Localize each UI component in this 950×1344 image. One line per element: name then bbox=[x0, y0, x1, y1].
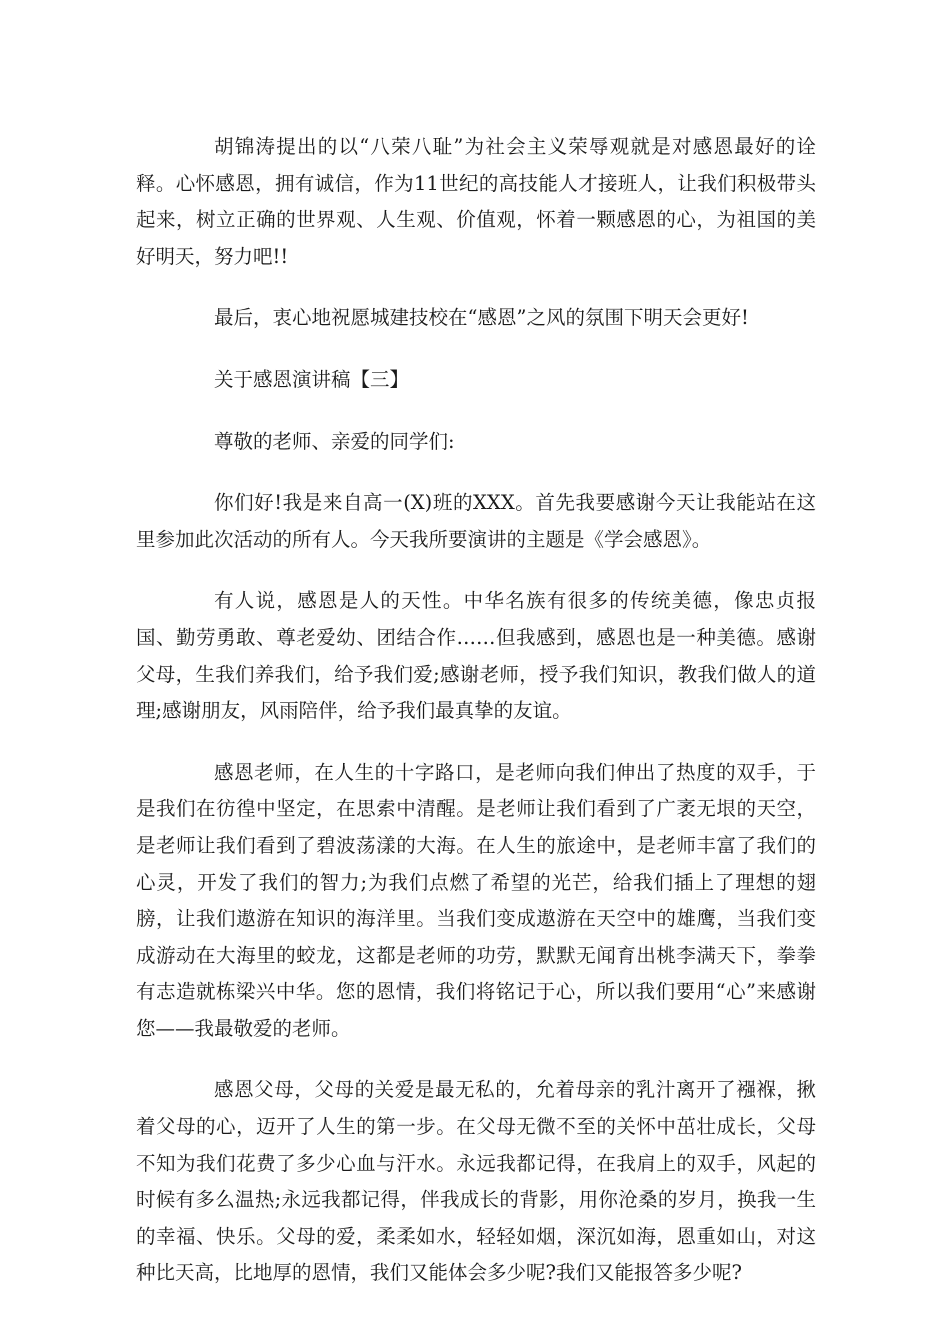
paragraph-gratitude-nature: 有人说，感恩是人的天性。中华名族有很多的传统美德，像忠贞报国、勤劳勇敢、尊老爱幼、团结合作……但我感到，感恩也是一种美德。感谢父母，生我们养我们，给予我们爱;感谢老师，授予我们知识，教我们做人的道理;感谢朋友，风雨陪伴，给予我们最真挚的友谊。 bbox=[136, 589, 816, 723]
paragraph-thank-teachers: 感恩老师，在人生的十字路口，是老师向我们伸出了热度的双手，于是我们在彷徨中坚定，在思索中清醒。是老师让我们看到了广袤无垠的天空，是老师让我们看到了碧波荡漾的大海。在人生的旅途中，是老师丰富了我们的心灵，开发了我们的智力;为我们点燃了希望的光芒，给我们插上了理想的翅膀，让我们遨游在知识的海洋里。当我们变成遨游在天空中的雄鹰，当我们变成游动在大海里的蛟龙，这都是老师的功劳，默默无闻育出桃李满天下，拳拳有志造就栋梁兴中华。您的恩情，我们将铭记于心，所以我们要用“心”来感谢您——我最敬爱的老师。 bbox=[136, 760, 816, 1040]
paragraph-thank-parents: 感恩父母，父母的关爱是最无私的，允着母亲的乳汁离开了襁褓，揪着父母的心，迈开了人生的第一步。在父母无微不至的关怀中茁壮成长，父母不知为我们花费了多少心血与汗水。永远我都记得，在我肩上的双手，风起的时候有多么温热;永远我都记得，伴我成长的背影，用你沧桑的岁月，换我一生的幸福、快乐。父母的爱，柔柔如水，轻轻如烟，深沉如海，恩重如山，对这种比天高，比地厚的恩情，我们又能体会多少呢?我们又能报答多少呢? bbox=[136, 1078, 816, 1285]
section-heading: 关于感恩演讲稿【三】 bbox=[214, 367, 410, 391]
paragraph-greeting: 你们好!我是来自高一(X)班的XXX。首先我要感谢今天让我能站在这里参加此次活动的所有人。今天我所要演讲的主题是《学会感恩》。 bbox=[136, 491, 816, 551]
paragraph-closing-wish: 最后，衷心地祝愿城建技校在“感恩”之风的氛围下明天会更好! bbox=[214, 306, 749, 330]
document-body bbox=[136, 129, 816, 1317]
paragraph-honor-disgrace: 胡锦涛提出的以“八荣八耻”为社会主义荣辱观就是对感恩最好的诠释。心怀感恩，拥有诚信，作为11世纪的高技能人才接班人，让我们积极带头起来，树立正确的世界观、人生观、价值观，怀着一颗感恩的心，为祖国的美好明天，努力吧!! bbox=[136, 135, 816, 268]
paragraph-salutation: 尊敬的老师、亲爱的同学们: bbox=[214, 429, 455, 453]
